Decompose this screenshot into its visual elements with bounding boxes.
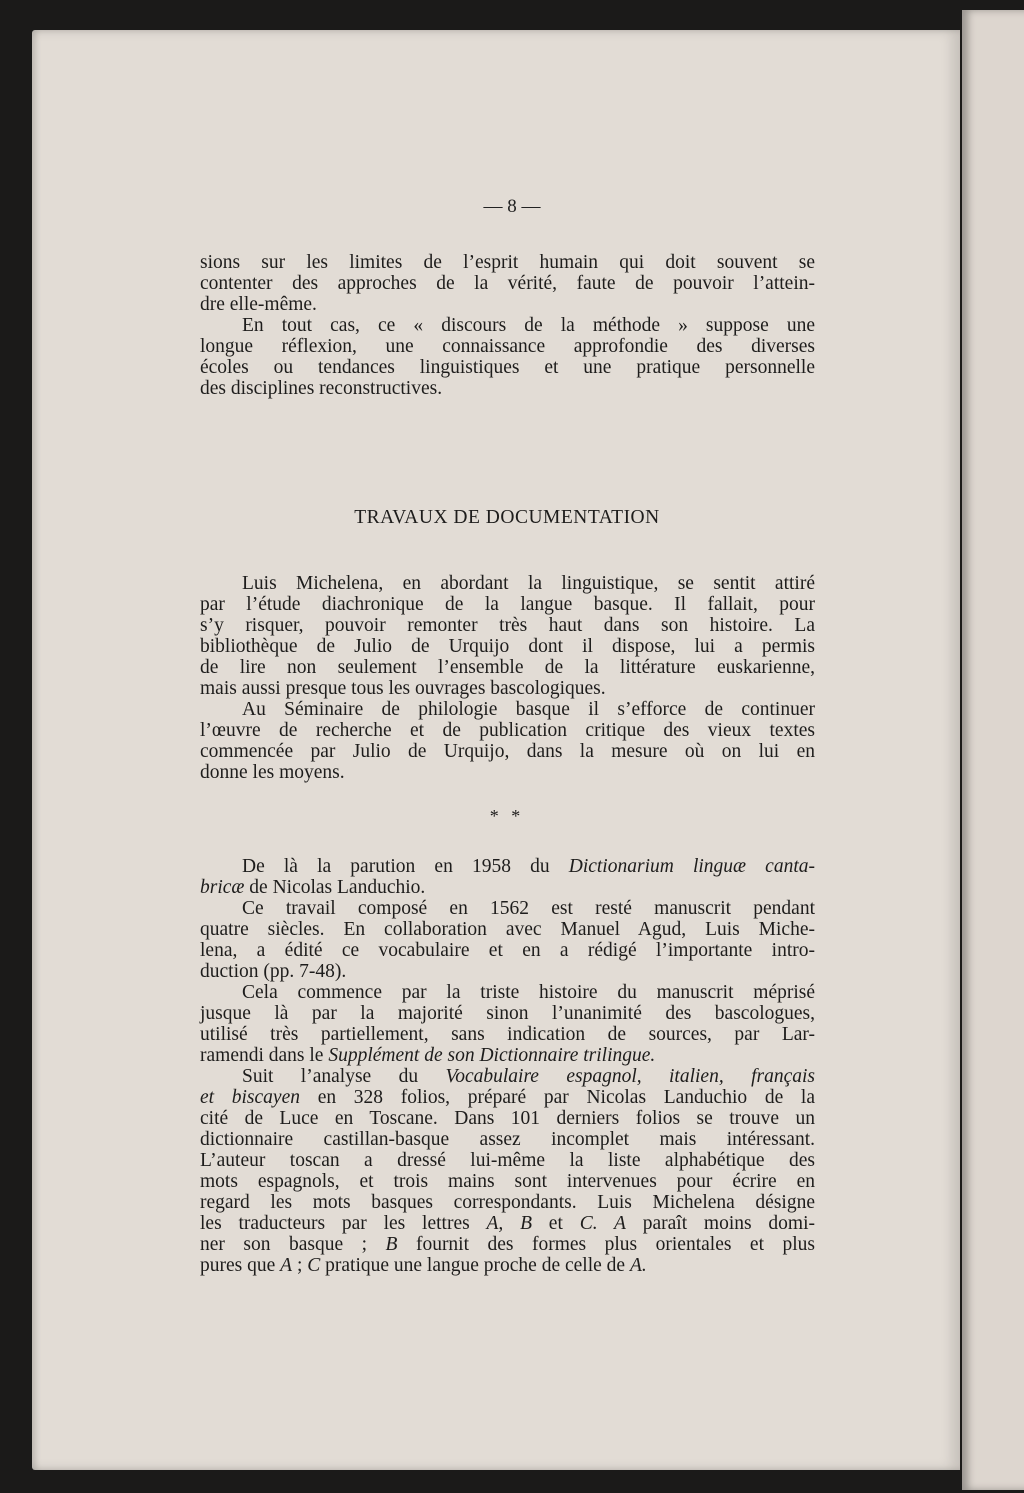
text-run: De là la parution en 1958 du (242, 856, 569, 877)
paragraph (200, 1066, 815, 1276)
next-page-edge (962, 10, 1024, 1490)
text-line (200, 856, 815, 877)
text-run: l’œuvre de recherche et de publication critique des vieux textes (200, 720, 815, 741)
text-run: s’y risquer, pouvoir remonter très haut dans son histoire. La (200, 615, 815, 636)
text-run: duction (pp. 7-48). (200, 961, 347, 982)
text-line (200, 1003, 815, 1024)
text-block-documentation (200, 573, 815, 783)
paragraph (200, 982, 815, 1066)
text-line (200, 273, 815, 294)
text-line (200, 898, 815, 919)
section-separator: * * (489, 806, 525, 826)
text-run: fournit des formes plus orientales et plus (397, 1234, 815, 1255)
text-line (200, 252, 815, 273)
text-run: Suit l’analyse du (242, 1066, 446, 1087)
text-line (200, 877, 815, 898)
text-line (200, 357, 815, 378)
text-line (200, 919, 815, 940)
text-run: de Nicolas Landuchio. (244, 877, 426, 898)
text-run: Luis Michelena, en abordant la linguistique, se sentit attiré (242, 573, 815, 594)
italic-text: C (307, 1255, 321, 1276)
text-run: ; (292, 1255, 308, 1276)
text-block-intro (200, 252, 815, 399)
text-line (200, 1255, 815, 1276)
text-line (200, 615, 815, 636)
text-line (200, 961, 815, 982)
text-run: Ce travail composé en 1562 est resté manuscrit pendant (242, 898, 815, 919)
text-line (200, 1150, 815, 1171)
paragraph (200, 898, 815, 982)
text-line (200, 1066, 815, 1087)
text-run: cité de Luce en Toscane. Dans 101 derniers folios se trouve un (200, 1108, 815, 1129)
text-line (200, 720, 815, 741)
text-run: paraît moins domi- (625, 1213, 815, 1234)
text-line (200, 1045, 815, 1066)
paragraph (200, 573, 815, 699)
text-line (200, 594, 815, 615)
text-line (200, 294, 815, 315)
italic-text: C. A (579, 1213, 626, 1234)
text-run: de lire non seulement l’ensemble de la littérature euskarienne, (200, 657, 815, 678)
text-line (200, 678, 815, 699)
italic-text: Vocabulaire espagnol, italien, français (445, 1066, 815, 1087)
text-run: jusque là par la majorité sinon l’unanimité des bascologues, (200, 1003, 815, 1024)
text-run: pures que (200, 1255, 281, 1276)
text-run: dictionnaire castillan-basque assez incomplet mais intéressant. (200, 1129, 815, 1150)
text-run: mots espagnols, et trois mains sont intervenues pour écrire en (200, 1171, 815, 1192)
text-line (200, 636, 815, 657)
text-line (200, 657, 815, 678)
text-run: les traducteurs par les lettres (200, 1213, 487, 1234)
text-run: Cela commence par la triste histoire du manuscrit méprisé (242, 982, 815, 1003)
text-line (200, 336, 815, 357)
text-run: Au Séminaire de philologie basque il s’efforce de continuer (242, 699, 815, 720)
text-run: et (532, 1213, 580, 1234)
text-run: regard les mots basques correspondants. Luis Michelena désigne (200, 1192, 815, 1213)
paragraph (200, 699, 815, 783)
text-line (200, 1234, 815, 1255)
text-run: ner son basque ; (200, 1234, 386, 1255)
text-line (200, 1108, 815, 1129)
text-run: L’auteur toscan a dressé lui-même la liste alphabétique des (200, 1150, 815, 1171)
italic-text: et biscayen (200, 1087, 300, 1108)
text-run: mais aussi presque tous les ouvrages bascologiques. (200, 678, 606, 699)
paragraph (200, 856, 815, 898)
text-line (200, 378, 815, 399)
text-line (200, 1192, 815, 1213)
paragraph (200, 252, 815, 315)
text-line (200, 573, 815, 594)
page-number: — 8 — (483, 196, 541, 217)
text-run: lena, a édité ce vocabulaire et en a rédigé l’importante intro- (200, 940, 815, 961)
italic-text: A. (629, 1255, 647, 1276)
text-run: contenter des approches de la vérité, faute de pouvoir l’attein- (200, 273, 815, 294)
text-run: utilisé très partiellement, sans indication de sources, par Lar- (200, 1024, 815, 1045)
text-run: donne les moyens. (200, 762, 345, 783)
text-line (200, 1213, 815, 1234)
section-heading: TRAVAUX DE DOCUMENTATION (354, 507, 660, 528)
text-line (200, 940, 815, 961)
text-line (200, 741, 815, 762)
text-run: dre elle-même. (200, 294, 317, 315)
text-block-dictionarium (200, 856, 815, 1276)
italic-text: bricæ (200, 877, 245, 898)
italic-text: B (385, 1234, 398, 1255)
text-run: En tout cas, ce « discours de la méthode » suppose une (242, 315, 815, 336)
text-run: en 328 folios, préparé par Nicolas Landuchio de la (300, 1087, 816, 1108)
italic-text: A, B (486, 1213, 532, 1234)
text-run: pratique une langue proche de celle de (320, 1255, 630, 1276)
paragraph (200, 315, 815, 399)
text-line (200, 1024, 815, 1045)
text-line (200, 315, 815, 336)
text-line (200, 1171, 815, 1192)
text-line (200, 699, 815, 720)
text-run: des disciplines reconstructives. (200, 378, 443, 399)
text-run: bibliothèque de Julio de Urquijo dont il dispose, lui a permis (200, 636, 815, 657)
text-run: écoles ou tendances linguistiques et une pratique personnelle (200, 357, 815, 378)
text-run: commencée par Julio de Urquijo, dans la mesure où on lui en (200, 741, 815, 762)
italic-text: A (280, 1255, 293, 1276)
text-run: sions sur les limites de l’esprit humain qui doit souvent se (200, 252, 815, 273)
italic-text: Dictionarium linguæ canta- (568, 856, 815, 877)
text-line (200, 1129, 815, 1150)
text-run: longue réflexion, une connaissance approfondie des diverses (200, 336, 815, 357)
text-line (200, 762, 815, 783)
text-line (200, 982, 815, 1003)
italic-text: Supplément de son Dictionnaire trilingue. (328, 1045, 656, 1066)
text-run: quatre siècles. En collaboration avec Manuel Agud, Luis Miche- (200, 919, 815, 940)
text-run: ramendi dans le (200, 1045, 329, 1066)
text-line (200, 1087, 815, 1108)
text-run: par l’étude diachronique de la langue basque. Il fallait, pour (200, 594, 815, 615)
